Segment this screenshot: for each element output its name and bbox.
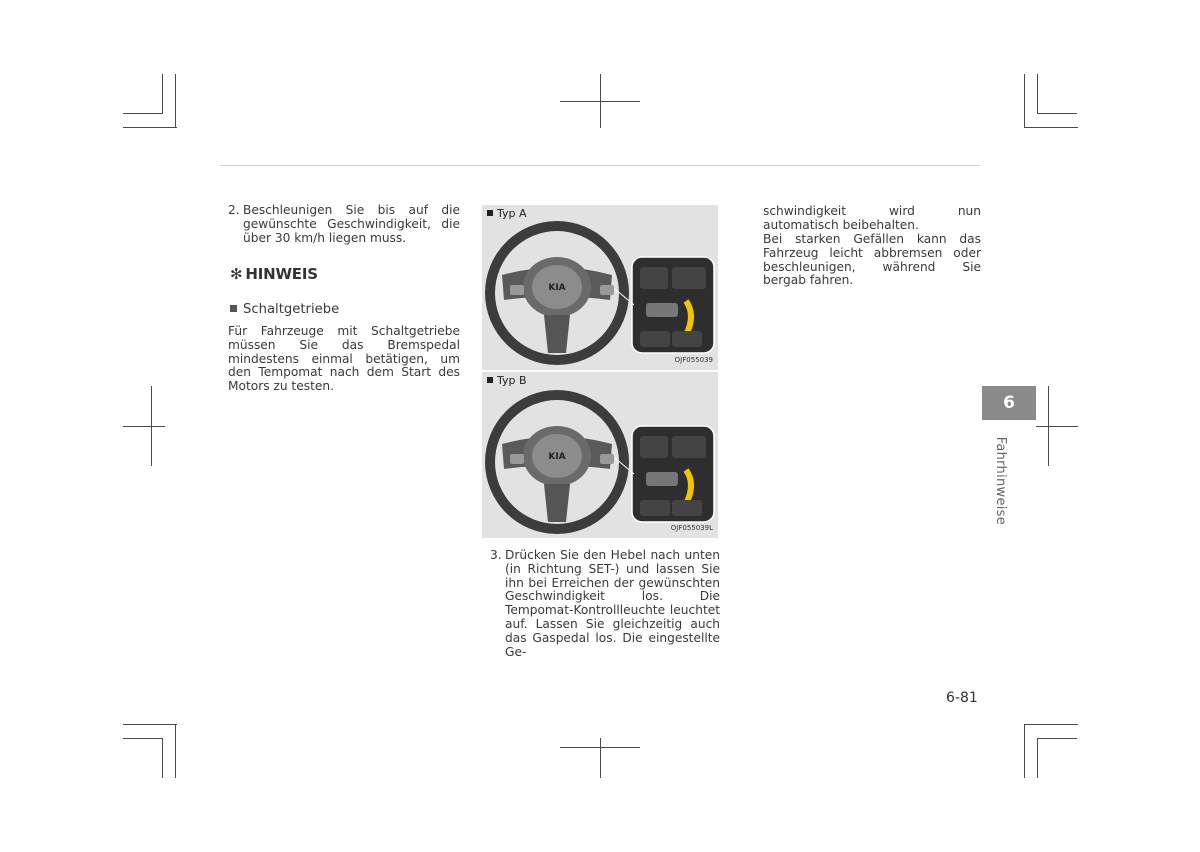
step-number: 2. xyxy=(228,203,240,217)
step-2 xyxy=(228,204,460,245)
crop-mark xyxy=(1036,426,1078,427)
step-3 xyxy=(490,549,720,659)
figure-label: Typ B xyxy=(487,374,527,388)
kia-logo: KIA xyxy=(548,283,566,293)
note-subheading: Schaltgetriebe xyxy=(230,303,339,317)
asterisk-icon: ✻ xyxy=(230,265,243,283)
step-text: Beschleunigen Sie bis auf die gewünschte Geschwindigkeit, die über 30 km/h liegen muss. xyxy=(243,203,460,245)
figure-typ-b xyxy=(482,372,718,538)
figure-code: OJF055039L xyxy=(670,524,713,533)
square-bullet-icon xyxy=(487,377,493,383)
crop-mark xyxy=(1024,724,1078,725)
figure-label: Typ A xyxy=(487,207,527,221)
crop-mark xyxy=(123,724,177,725)
continuation-paragraph: Bei starken Gefällen kann das Fahrzeug leicht abbremsen oder beschleunigen, während Sie bergab fahren. xyxy=(763,232,981,288)
crop-mark xyxy=(162,74,163,114)
continuation-text: schwindigkeit wird nun automatisch beibehalten. xyxy=(763,204,981,232)
note-heading: ✻ HINWEIS xyxy=(230,265,318,283)
step-number: 3. xyxy=(490,548,502,562)
figure-typ-a xyxy=(482,205,718,370)
crop-mark xyxy=(1037,113,1077,114)
steering-wheel-illustration xyxy=(482,205,718,370)
crop-mark xyxy=(1024,127,1078,128)
chapter-title: Fahrhinweise xyxy=(992,436,1008,526)
square-bullet-icon xyxy=(230,305,237,312)
page-number: 6-81 xyxy=(946,690,978,706)
crop-mark xyxy=(123,426,165,427)
crop-mark xyxy=(560,747,640,748)
step-text: Drücken Sie den Hebel nach unten (in Richtung SET-) und lassen Sie ihn bei Erreichen der gewünschten Geschwindigkeit los. Die Tempomat-Kontrollleuchte leuchtet auf. Lassen Sie gleichzeitig auch das Gaspedal los. Die eingestellte Ge- xyxy=(505,548,720,659)
crop-mark xyxy=(1024,724,1025,778)
crop-mark xyxy=(1024,74,1025,128)
crop-mark xyxy=(162,738,163,778)
chapter-tab: 6 xyxy=(982,386,1036,420)
header-rule xyxy=(220,165,980,166)
square-bullet-icon xyxy=(487,210,493,216)
crop-mark xyxy=(1037,74,1038,114)
crop-mark xyxy=(175,74,176,128)
crop-mark xyxy=(123,738,163,739)
crop-mark xyxy=(123,113,163,114)
steering-wheel-illustration xyxy=(482,372,718,538)
crop-mark xyxy=(600,738,601,778)
crop-mark xyxy=(1037,738,1038,778)
kia-logo: KIA xyxy=(548,452,566,462)
figure-code: OJF055039 xyxy=(674,356,713,365)
crop-mark xyxy=(560,101,640,102)
crop-mark xyxy=(123,127,177,128)
crop-mark xyxy=(1037,738,1077,739)
note-body: Für Fahrzeuge mit Schaltgetriebe müssen Sie das Bremspedal mindestens einmal betätigen, um den Tempomat nach dem Start des Motors zu testen. xyxy=(228,324,460,394)
crop-mark xyxy=(175,724,176,778)
